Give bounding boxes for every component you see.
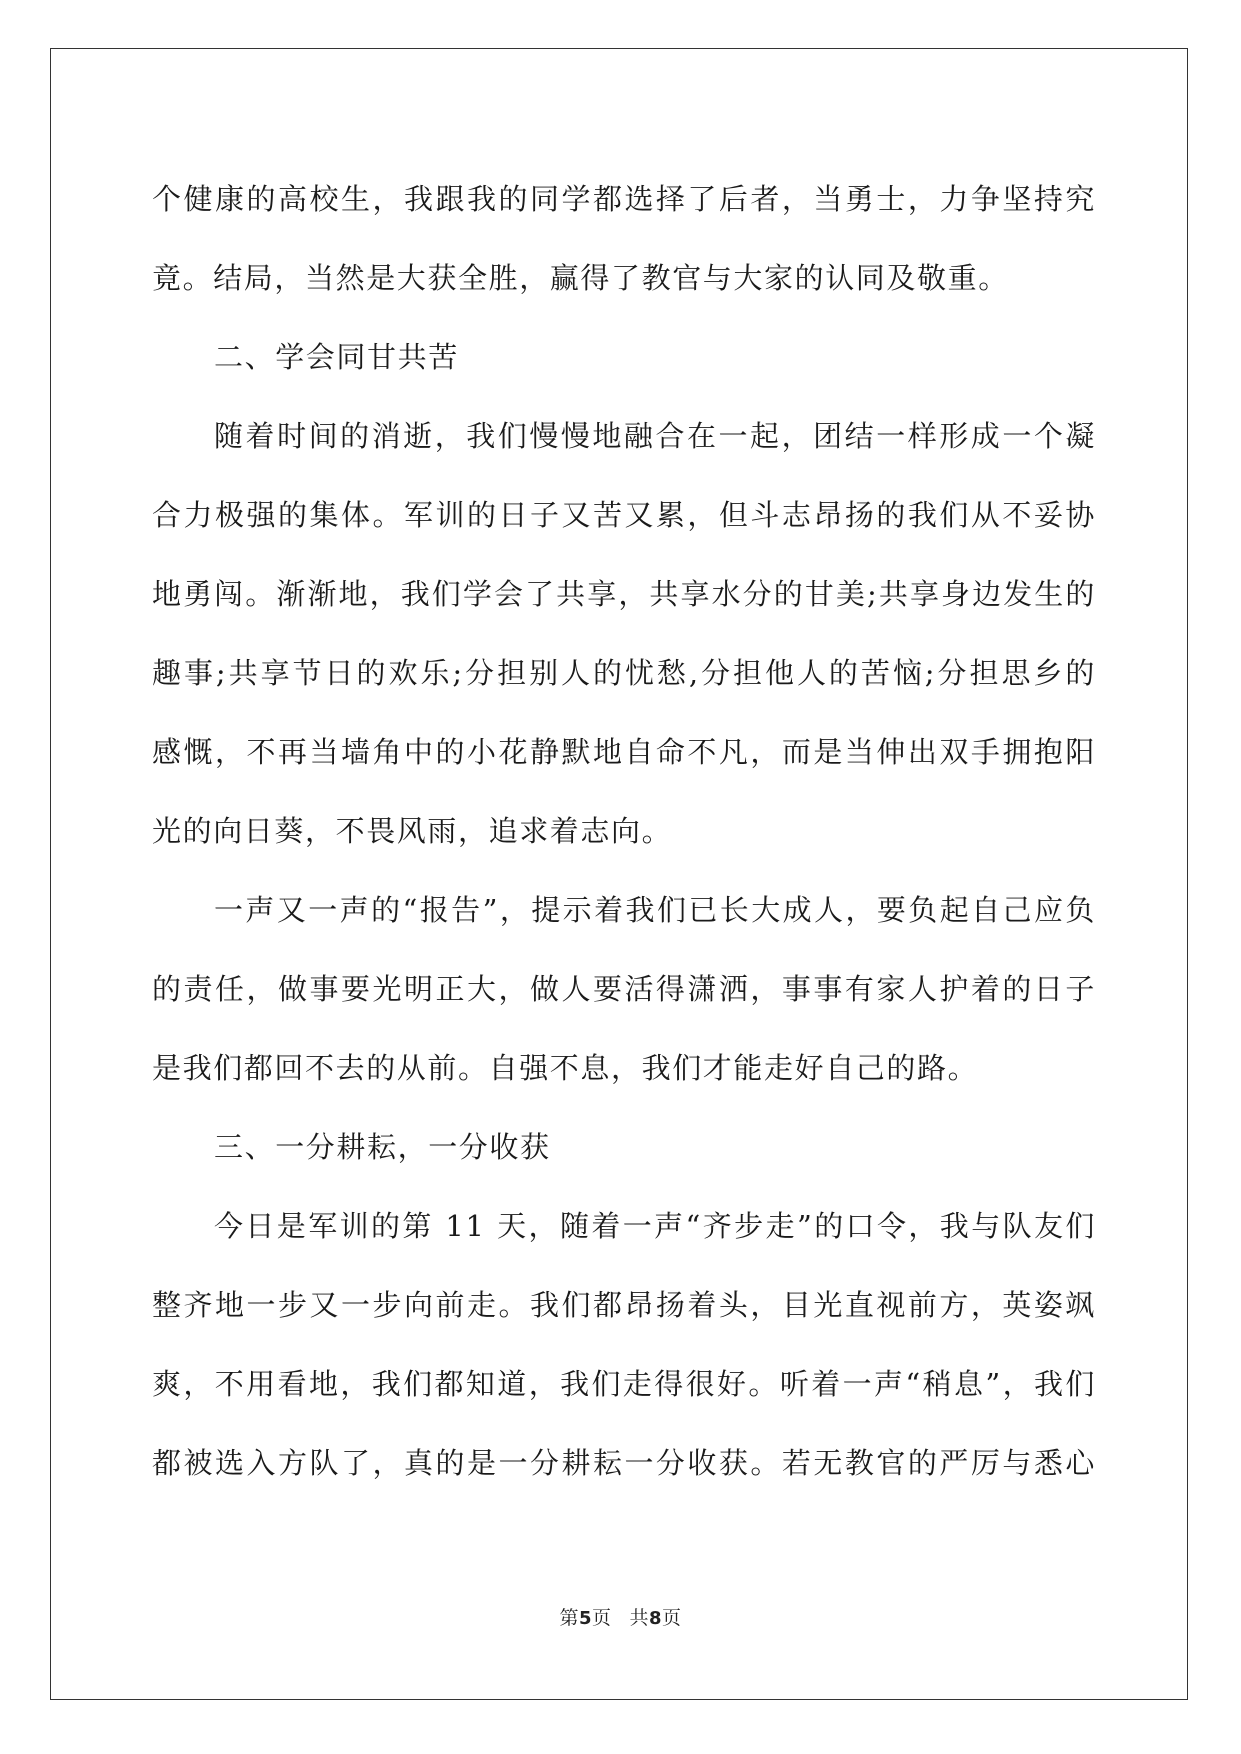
text-line: 竟。结局，当然是大获全胜，赢得了教官与大家的认同及敬重。	[152, 261, 1009, 295]
text-line: 地勇闯。渐渐地，我们学会了共享，共享水分的甘美;共享身边发生的	[152, 577, 1096, 611]
footer-total-suffix: 页	[662, 1607, 682, 1629]
text-line: 随着时间的消逝，我们慢慢地融合在一起，团结一样形成一个凝	[214, 419, 1096, 453]
text-line: 趣事;共享节日的欢乐;分担别人的忧愁,分担他人的苦恼;分担思乡的	[152, 656, 1096, 690]
text-line: 二、学会同甘共苦	[214, 340, 459, 374]
text-line: 三、一分耕耘，一分收获	[214, 1130, 551, 1164]
current-page-number: 5	[578, 1608, 592, 1629]
document-body	[152, 160, 1096, 1503]
footer-prefix: 第	[559, 1607, 579, 1629]
page-footer	[0, 1603, 1241, 1630]
text-line: 都被选入方队了，真的是一分耕耘一分收获。若无教官的严厉与悉心	[152, 1446, 1096, 1480]
text-line: 爽，不用看地，我们都知道，我们走得很好。听着一声“稍息”，我们	[152, 1367, 1096, 1401]
total-pages-number: 8	[649, 1608, 663, 1629]
footer-page-word: 页	[591, 1607, 612, 1629]
text-line: 一声又一声的“报告”，提示着我们已长大成人，要负起自己应负	[214, 893, 1096, 927]
text-line: 合力极强的集体。军训的日子又苦又累，但斗志昂扬的我们从不妥协	[152, 498, 1096, 532]
text-line: 整齐地一步又一步向前走。我们都昂扬着头，目光直视前方，英姿飒	[152, 1288, 1096, 1322]
text-line: 感慨，不再当墙角中的小花静默地自命不凡，而是当伸出双手拥抱阳	[152, 735, 1096, 769]
text-line: 的责任，做事要光明正大，做人要活得潇洒，事事有家人护着的日子	[152, 972, 1096, 1006]
text-line: 光的向日葵，不畏风雨，追求着志向。	[152, 814, 673, 848]
footer-total-prefix: 共	[629, 1607, 650, 1629]
text-line: 个健康的高校生，我跟我的同学都选择了后者，当勇士，力争坚持究	[152, 182, 1096, 216]
text-line: 是我们都回不去的从前。自强不息，我们才能走好自己的路。	[152, 1051, 979, 1085]
text-line: 今日是军训的第 11 天，随着一声“齐步走”的口令，我与队友们	[214, 1209, 1096, 1243]
